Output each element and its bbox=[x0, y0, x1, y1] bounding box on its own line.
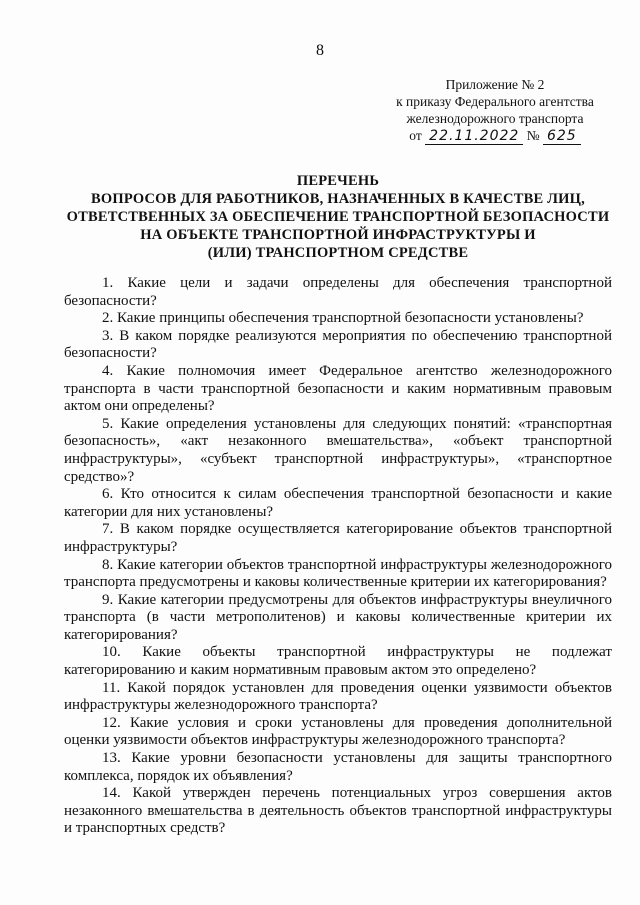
title-line-2: ВОПРОСОВ ДЛЯ РАБОТНИКОВ, НАЗНАЧЕННЫХ В КАЧЕСТВЕ ЛИЦ, bbox=[91, 191, 585, 207]
question-item: 2. Какие принципы обеспечения транспортной безопасности установлены? bbox=[102, 310, 584, 327]
question-item: 11. Какой порядок установлен для проведения оценки уязвимости объектов инфраструктуры железнодорожного транспорта? bbox=[64, 679, 612, 714]
question-item: 14. Какой утвержден перечень потенциальных угроз совершения актов незаконного вмешательства в деятельность объектов транспортной инфраструктуры и транспортных средств? bbox=[64, 785, 612, 837]
appendix-number: Приложение № 2 bbox=[445, 77, 545, 92]
appendix-order-line: к приказу Федерального агентства bbox=[396, 94, 594, 109]
page-number: 8 bbox=[316, 42, 324, 59]
title-line-3: ОТВЕТСТВЕННЫХ ЗА ОБЕСПЕЧЕНИЕ ТРАНСПОРТНОЙ БЕЗОПАСНОСТИ bbox=[66, 209, 610, 225]
question-item: 9. Какие категории предусмотрены для объектов инфраструктуры внеуличного транспорта (в части метрополитенов) и каковы количественные критерии их категорирования? bbox=[64, 591, 612, 643]
appendix-header bbox=[380, 76, 610, 145]
question-item: 7. В каком порядке осуществляется категорирование объектов транспортной инфраструктуры? bbox=[64, 521, 612, 555]
appendix-agency-line: железнодорожного транспорта bbox=[406, 111, 584, 126]
date-prefix: от bbox=[409, 128, 422, 143]
question-item: 8. Какие категории объектов транспортной инфраструктуры железнодорожного транспорта предусмотрены и каковы количественные критерии их категорирования? bbox=[64, 556, 612, 591]
question-item: 1. Какие цели и задачи определены для обеспечения транспортной безопасности? bbox=[64, 275, 612, 309]
question-list bbox=[64, 275, 612, 838]
document-title bbox=[64, 172, 612, 262]
title-line-1: ПЕРЕЧЕНЬ bbox=[296, 173, 380, 189]
question-item: 6. Кто относится к силам обеспечения транспортной безопасности и какие категории для них установлены? bbox=[64, 486, 612, 520]
handwritten-date: 22.11.2022 bbox=[425, 128, 523, 145]
question-item: 3. В каком порядке реализуются мероприятия по обеспечению транспортной безопасности? bbox=[64, 327, 612, 362]
title-line-5: (ИЛИ) ТРАНСПОРТНОМ СРЕДСТВЕ bbox=[207, 245, 469, 261]
title-line-4: НА ОБЪЕКТЕ ТРАНСПОРТНОЙ ИНФРАСТРУКТУРЫ И bbox=[140, 227, 536, 243]
question-item: 4. Какие полномочия имеет Федеральное агентство железнодорожного транспорта в части транспортной безопасности и каким нормативным правовым актом они определены? bbox=[64, 362, 612, 415]
appendix-date-line bbox=[380, 127, 610, 145]
question-item: 12. Какие условия и сроки установлены для проведения дополнительной оценки уязвимости объектов инфраструктуры железнодорожного транспорта? bbox=[64, 714, 612, 749]
handwritten-number: 625 bbox=[543, 128, 581, 145]
question-item: 13. Какие уровни безопасности установлены для защиты транспортного комплекса, порядок их объявления? bbox=[64, 750, 612, 784]
question-item: 10. Какие объекты транспортной инфраструктуры не подлежат категорированию и каким нормативным правовым актом это определено? bbox=[64, 644, 612, 679]
number-prefix: № bbox=[526, 128, 540, 143]
question-item: 5. Какие определения установлены для следующих понятий: «транспортная безопасность», «акт незаконного вмешательства», «объект транспортной инфраструктуры», «субъект транспортной инфраструктуры», «транспортное средство»? bbox=[64, 415, 612, 485]
